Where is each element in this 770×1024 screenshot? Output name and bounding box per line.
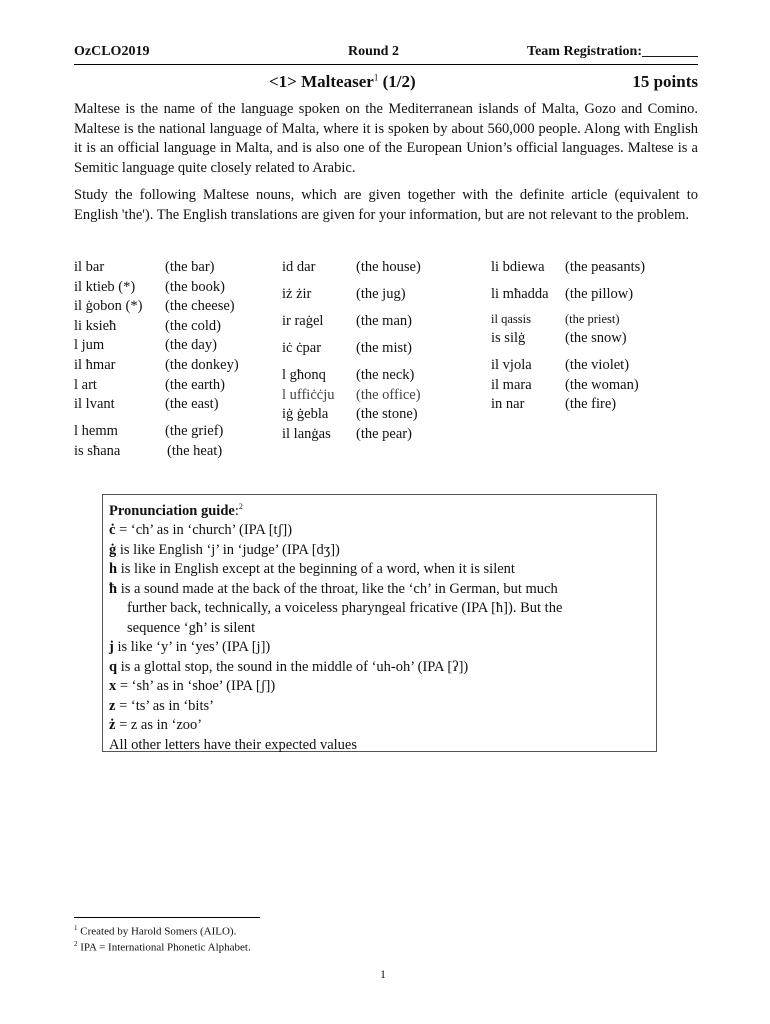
pronunciation-guide (102, 494, 657, 752)
footnote-2: $^2$ IPA = International Phonetic Alphabet. (74, 940, 251, 954)
team-registration: Team Registration:________ (527, 44, 698, 59)
page-header (74, 44, 698, 65)
intro-paragraph-2: Study the following Maltese nouns, which are given together with the definite article (equivalent to English 'the'). The English translations are given for your information, but are not relevant to the problem. (74, 187, 698, 223)
title-text: <1> Malteaser$^1$ (1/2) (269, 72, 416, 91)
guide-line: ġ is like English ‘j’ in ‘judge’ (IPA [dʒ]) (109, 541, 340, 558)
guide-line: ż = z as in ‘zoo’ (109, 717, 203, 734)
problem-title (74, 70, 698, 94)
guide-line: ħ is a sound made at the back of the throat, like the ‘ch’ in German, but much (109, 580, 558, 597)
competition-name: OzCLO2019 (74, 44, 150, 59)
guide-line: ċ = ‘ch’ as in ‘church’ (IPA [tʃ]) (109, 522, 293, 539)
guide-line: h is like in English except at the beginning of a word, when it is silent (109, 561, 515, 578)
footnote-mark: 1 (373, 72, 379, 83)
guide-line: x = ‘sh’ as in ‘shoe’ (IPA [ʃ]) (109, 678, 276, 695)
footnote-divider (74, 917, 260, 918)
round-label: Round 2 (348, 44, 399, 59)
intro-paragraph-1: Maltese is the name of the language spoken on the Mediterranean islands of Malta, Gozo and Comino. Maltese is the national language of Malta, where it is spoken by about 560,000 people. Along with English it is an official language in Malta, and is also one of the European Union’s official languages. Maltese is a Semitic language quite closely related to Arabic. (74, 101, 698, 176)
guide-line: z = ‘ts’ as in ‘bits’ (109, 697, 214, 714)
guide-line: j is like ‘y’ in ‘yes’ (IPA [j]) (109, 639, 271, 656)
guide-line: further back, technically, a voiceless pharyngeal fricative (IPA [ħ]). But the (127, 600, 563, 617)
points-label: 15 points (632, 72, 698, 91)
footnote-1: $^1$ Created by Harold Somers (AILO). (74, 924, 237, 938)
guide-line: All other letters have their expected values (109, 736, 358, 753)
guide-line: sequence ‘għ’ is silent (127, 619, 256, 636)
guide-heading: Pronunciation guide:$^2$ (109, 502, 243, 519)
guide-line: q is a glottal stop, the sound in the middle of ‘uh-oh’ (IPA [ʔ]) (109, 658, 469, 675)
page-number: 1 (380, 967, 386, 981)
